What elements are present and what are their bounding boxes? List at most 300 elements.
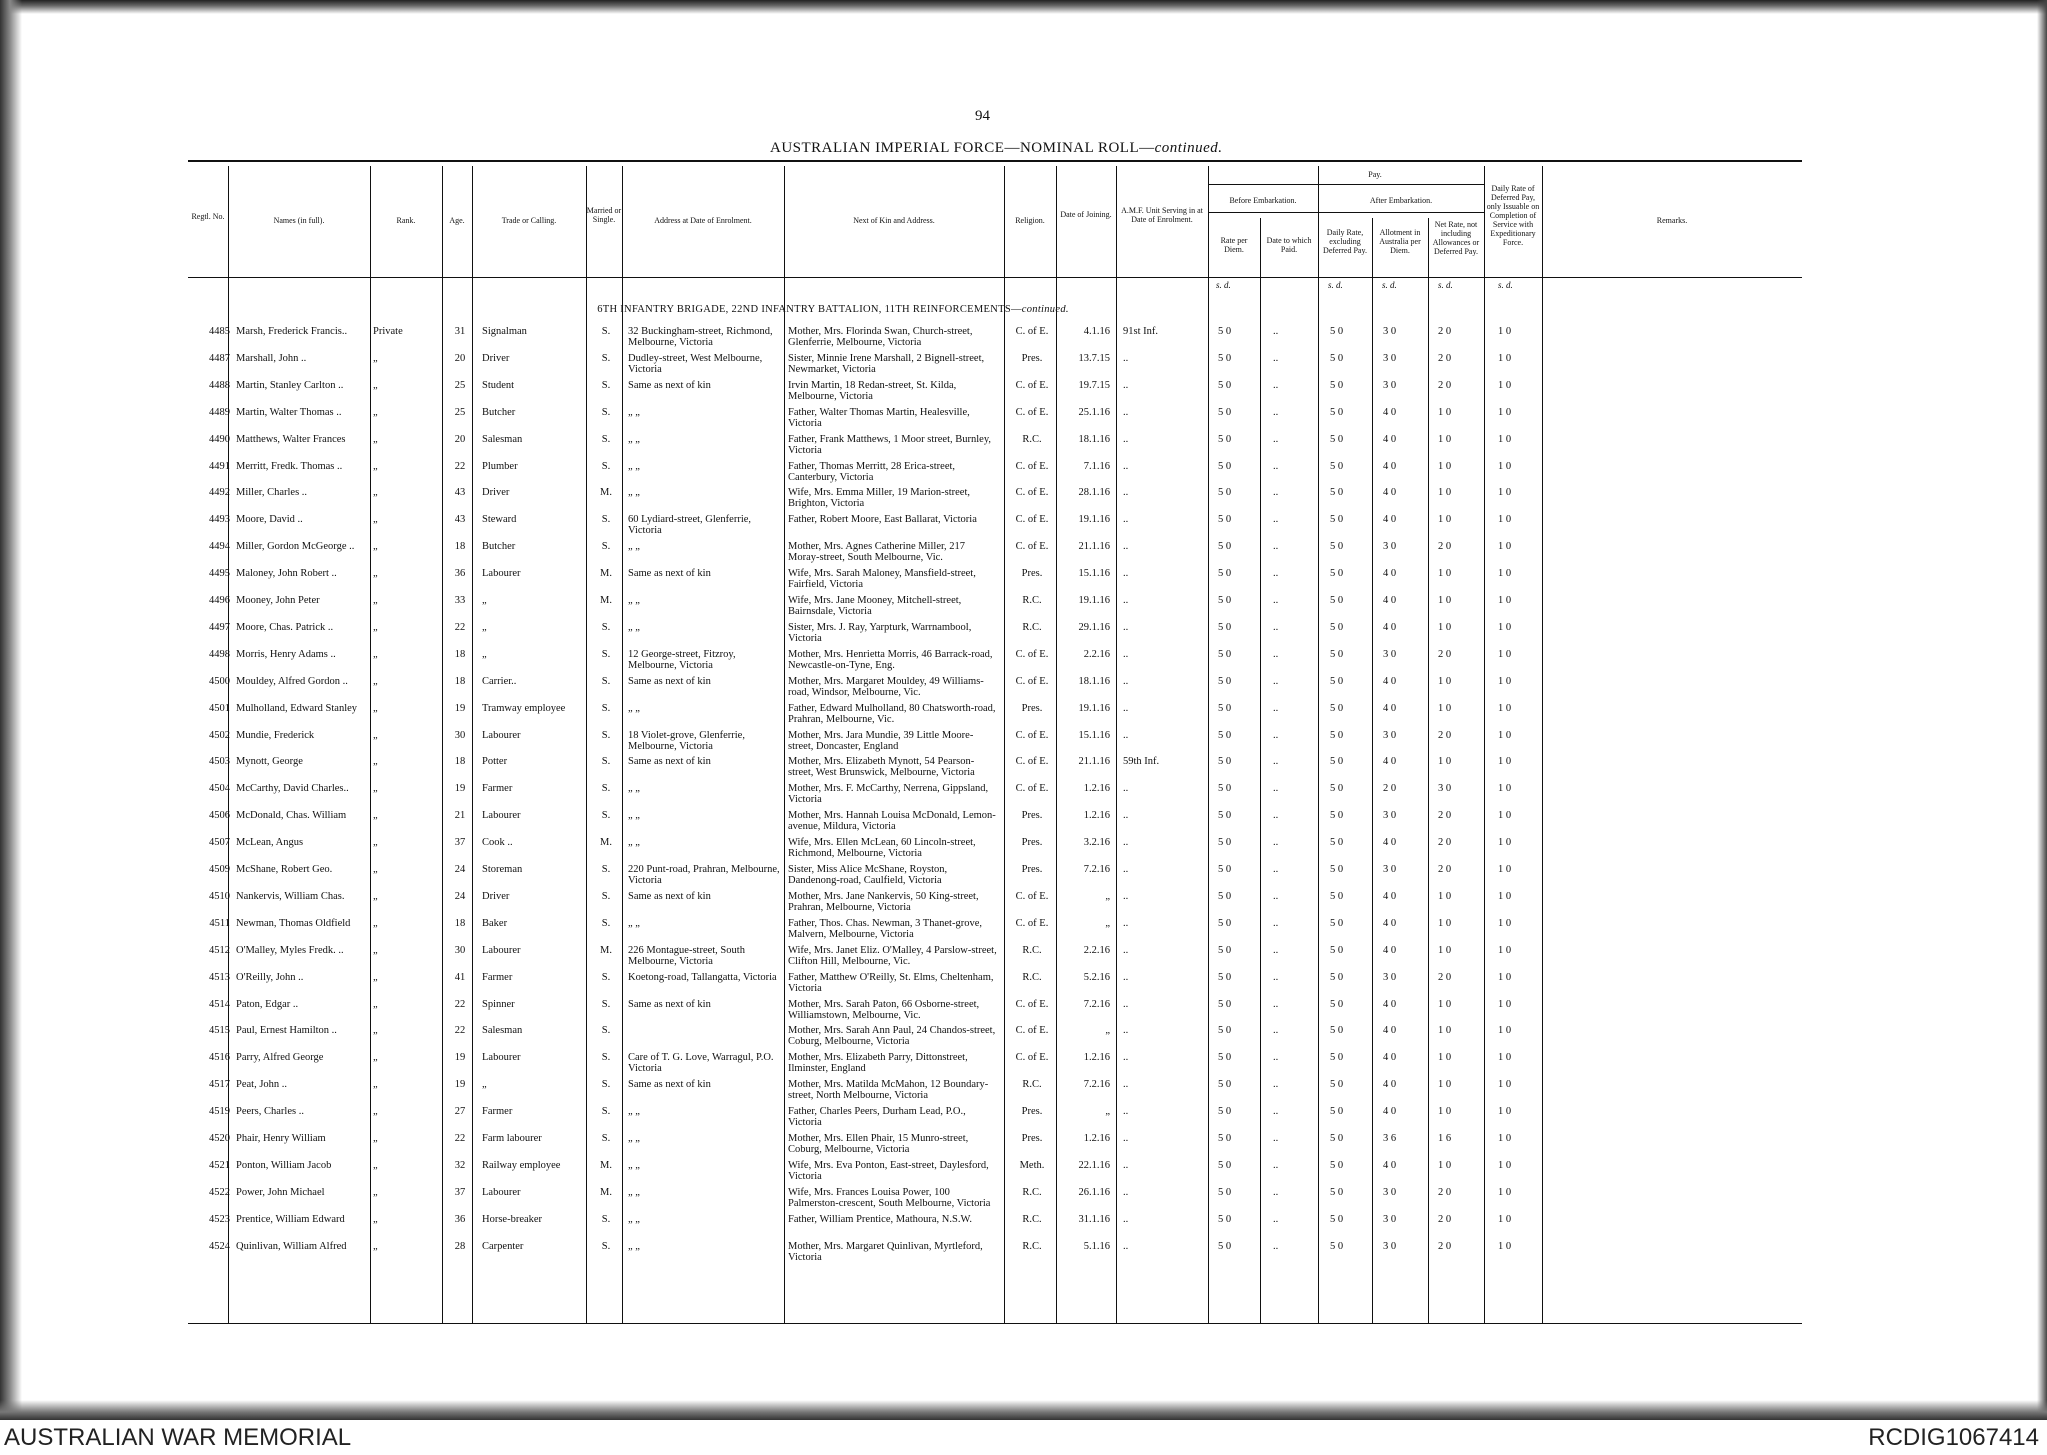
regtl-no-cell: 4506 (209, 810, 230, 822)
age-cell: 31 (454, 326, 466, 337)
trade-cell: Butcher (482, 406, 516, 418)
amf-unit-cell: .. (1123, 1213, 1129, 1225)
daily-rate-cell: 5 0 (1330, 1133, 1344, 1144)
rate-per-diem-cell: 5 0 (1218, 433, 1232, 445)
deferred-pay-cell: 1 0 (1498, 1106, 1512, 1118)
religion-cell: R.C. (1022, 433, 1042, 445)
table-row (188, 783, 1802, 810)
date-of-joining-cell: 29.1.16 (1078, 621, 1110, 633)
deferred-pay-cell: 1 0 (1498, 352, 1512, 364)
date-of-joining-cell: 7.2.16 (1083, 1079, 1110, 1091)
daily-rate-cell: 5 0 (1330, 621, 1344, 633)
net-rate-cell: 2 0 (1438, 729, 1452, 741)
date-paid-cell: .. (1273, 568, 1279, 580)
table-row (188, 326, 1802, 353)
deferred-pay-cell: 1 0 (1498, 433, 1512, 445)
marital-status-cell: S. (601, 1052, 611, 1064)
next-of-kin-cell: Mother, Mrs. Elizabeth Parry, Dittonstreet, Ilminster, England (788, 1052, 968, 1075)
age-cell: 43 (454, 514, 466, 526)
age-cell: 22 (454, 1133, 466, 1144)
trade-cell: Storeman (482, 864, 523, 875)
net-rate-cell: 1 0 (1438, 1079, 1452, 1091)
net-rate-cell: 2 0 (1438, 326, 1452, 337)
next-of-kin-cell: Sister, Mrs. J. Ray, Yarpturk, Warrnambool, Victoria (788, 621, 972, 644)
deferred-pay-cell: 1 0 (1498, 326, 1512, 337)
unit-label: s. d. (1382, 280, 1397, 290)
deferred-pay-cell: 1 0 (1498, 1079, 1512, 1091)
next-of-kin-cell: Mother, Mrs. Elizabeth Mynott, 54 Pearson-street, West Brunswick, Melbourne, Victoria (788, 756, 975, 779)
table-row (188, 676, 1802, 703)
deferred-pay-cell: 1 0 (1498, 1186, 1512, 1198)
rate-per-diem-cell: 5 0 (1218, 648, 1232, 660)
deferred-pay-cell: 1 0 (1498, 568, 1512, 580)
amf-unit-cell: .. (1123, 487, 1129, 499)
enrolment-address-cell: „ „ (628, 621, 640, 633)
next-of-kin-cell: Mother, Mrs. Florinda Swan, Church-street, Glenferrie, Melbourne, Victoria (788, 326, 973, 348)
trade-cell: Steward (482, 514, 517, 526)
header-religion: Religion. (1015, 216, 1045, 225)
date-paid-cell: .. (1273, 890, 1279, 902)
daily-rate-cell: 5 0 (1330, 917, 1344, 929)
header-rank: Rank. (396, 216, 416, 225)
date-of-joining-cell: „ (1105, 1106, 1110, 1118)
daily-rate-cell: 5 0 (1330, 756, 1344, 768)
religion-cell: C. of E. (1015, 998, 1049, 1010)
date-of-joining-cell: 21.1.16 (1078, 756, 1110, 768)
age-cell: 37 (454, 1186, 466, 1198)
section-heading-text: 6TH INFANTRY BRIGADE, 22ND INFANTRY BATTALION, 11TH REINFORCEMENTS— (597, 304, 1022, 315)
soldier-name-cell: Mundie, Frederick (236, 729, 315, 741)
soldier-name-cell: Peers, Charles .. (236, 1106, 304, 1118)
trade-cell: Carpenter (482, 1240, 524, 1252)
amf-unit-cell: .. (1123, 810, 1129, 822)
age-cell: 20 (454, 433, 466, 445)
amf-unit-cell: .. (1123, 917, 1129, 929)
table-row (188, 756, 1802, 783)
regtl-no-cell: 4519 (209, 1106, 230, 1118)
deferred-pay-cell: 1 0 (1498, 675, 1512, 687)
enrolment-address-cell: „ „ (628, 1186, 640, 1198)
regtl-no-cell: 4500 (209, 675, 230, 687)
header-daily-rate: Daily Rate, excluding Deferred Pay. (1323, 228, 1367, 255)
regtl-no-cell: 4495 (209, 568, 230, 580)
rank-cell: „ (373, 433, 378, 445)
amf-unit-cell: .. (1123, 460, 1129, 472)
next-of-kin-cell: Wife, Mrs. Sarah Maloney, Mansfield-street, Fairfield, Victoria (788, 568, 976, 591)
age-cell: 37 (454, 837, 466, 849)
date-paid-cell: .. (1273, 1052, 1279, 1064)
unit-label: s. d. (1438, 280, 1453, 290)
enrolment-address-cell: „ „ (628, 1213, 640, 1225)
daily-rate-cell: 5 0 (1330, 864, 1344, 875)
date-of-joining-cell: 19.1.16 (1078, 702, 1110, 714)
enrolment-address-cell: 18 Violet-grove, Glenferrie, Melbourne, Victoria (628, 729, 745, 752)
table-row (188, 972, 1802, 999)
daily-rate-cell: 5 0 (1330, 595, 1344, 606)
rank-cell: „ (373, 1240, 378, 1252)
date-of-joining-cell: 1.2.16 (1083, 810, 1110, 822)
header-date-paid: Date to which Paid. (1266, 236, 1312, 254)
regtl-no-cell: 4492 (209, 487, 230, 499)
daily-rate-cell: 5 0 (1330, 352, 1344, 364)
soldier-name-cell: Mouldey, Alfred Gordon .. (236, 675, 348, 687)
trade-cell: Labourer (482, 810, 521, 822)
allotment-cell: 4 0 (1383, 595, 1397, 606)
enrolment-address-cell: Same as next of kin (628, 998, 711, 1010)
allotment-cell: 3 0 (1383, 379, 1397, 391)
soldier-name-cell: Moore, Chas. Patrick .. (236, 621, 334, 633)
next-of-kin-cell: Father, Frank Matthews, 1 Moor street, Burnley, Victoria (788, 433, 992, 456)
net-rate-cell: 1 0 (1438, 514, 1452, 526)
daily-rate-cell: 5 0 (1330, 1025, 1344, 1037)
age-cell: 24 (454, 890, 466, 902)
next-of-kin-cell: Mother, Mrs. Margaret Quinlivan, Myrtleford, Victoria (788, 1240, 983, 1263)
rank-cell: Private (373, 326, 403, 337)
trade-cell: Carrier.. (482, 675, 517, 687)
net-rate-cell: 2 0 (1438, 648, 1452, 660)
regtl-no-cell: 4494 (209, 541, 230, 553)
next-of-kin-cell: Wife, Mrs. Jane Mooney, Mitchell-street, Bairnsdale, Victoria (788, 595, 962, 617)
religion-cell: Pres. (1021, 837, 1043, 849)
trade-cell: „ (482, 1079, 487, 1091)
allotment-cell: 3 0 (1383, 326, 1397, 337)
deferred-pay-cell: 1 0 (1498, 1025, 1512, 1037)
enrolment-address-cell: „ „ (628, 541, 640, 553)
amf-unit-cell: .. (1123, 998, 1129, 1010)
date-of-joining-cell: 1.2.16 (1083, 1052, 1110, 1064)
soldier-name-cell: Ponton, William Jacob (236, 1159, 332, 1171)
rate-per-diem-cell: 5 0 (1218, 971, 1232, 983)
next-of-kin-cell: Mother, Mrs. Sarah Ann Paul, 24 Chandos-street, Coburg, Melbourne, Victoria (788, 1025, 996, 1048)
amf-unit-cell: .. (1123, 541, 1129, 553)
date-paid-cell: .. (1273, 756, 1279, 768)
next-of-kin-cell: Wife, Mrs. Frances Louisa Power, 100 Palmerston-crescent, South Melbourne, Victoria (788, 1186, 991, 1209)
religion-cell: C. of E. (1015, 783, 1049, 795)
allotment-cell: 4 0 (1383, 1025, 1397, 1037)
religion-cell: C. of E. (1015, 326, 1049, 337)
rank-cell: „ (373, 1186, 378, 1198)
date-paid-cell: .. (1273, 675, 1279, 687)
regtl-no-cell: 4523 (209, 1213, 230, 1225)
soldier-name-cell: Nankervis, William Chas. (236, 890, 345, 902)
age-cell: 36 (454, 1213, 466, 1225)
enrolment-address-cell: Same as next of kin (628, 379, 711, 391)
scan-edge-top (0, 0, 2047, 14)
religion-cell: R.C. (1022, 944, 1042, 956)
marital-status-cell: M. (600, 487, 612, 499)
next-of-kin-cell: Mother, Mrs. Matilda McMahon, 12 Boundary-street, North Melbourne, Victoria (788, 1079, 989, 1102)
age-cell: 24 (454, 864, 466, 875)
regtl-no-cell: 4498 (209, 648, 230, 660)
rate-per-diem-cell: 5 0 (1218, 595, 1232, 606)
rank-cell: „ (373, 971, 378, 983)
next-of-kin-cell: Wife, Mrs. Ellen McLean, 60 Lincoln-street, Richmond, Melbourne, Victoria (788, 837, 976, 860)
header-net-rate: Net Rate, not including Allowances or Deferred Pay. (1432, 220, 1480, 256)
marital-status-cell: M. (600, 1159, 612, 1171)
date-paid-cell: .. (1273, 1159, 1279, 1171)
unit-label: s. d. (1216, 280, 1231, 290)
religion-cell: Pres. (1021, 810, 1043, 822)
deferred-pay-cell: 1 0 (1498, 702, 1512, 714)
enrolment-address-cell: „ „ (628, 460, 640, 472)
trade-cell: Driver (482, 487, 510, 499)
soldier-name-cell: Phair, Henry William (236, 1133, 326, 1144)
rank-cell: „ (373, 1133, 378, 1144)
regtl-no-cell: 4513 (209, 971, 230, 983)
marital-status-cell: S. (601, 1106, 611, 1118)
trade-cell: Labourer (482, 1052, 521, 1064)
table-rule-header (188, 277, 1802, 278)
deferred-pay-cell: 1 0 (1498, 460, 1512, 472)
religion-cell: Pres. (1021, 864, 1043, 875)
date-of-joining-cell: 2.2.16 (1083, 648, 1110, 660)
date-paid-cell: .. (1273, 1186, 1279, 1198)
net-rate-cell: 2 0 (1438, 1186, 1452, 1198)
table-row (188, 837, 1802, 864)
soldier-name-cell: Marsh, Frederick Francis.. (236, 326, 348, 337)
page-title-suffix: continued. (1154, 140, 1223, 156)
regtl-no-cell: 4512 (209, 944, 230, 956)
table-rule-top (188, 160, 1802, 162)
rank-cell: „ (373, 890, 378, 902)
table-row (188, 407, 1802, 434)
marital-status-cell: S. (601, 1079, 611, 1091)
allotment-cell: 3 0 (1383, 1240, 1397, 1252)
next-of-kin-cell: Sister, Miss Alice McShane, Royston, Dandenong-road, Caulfield, Victoria (788, 864, 948, 886)
amf-unit-cell: .. (1123, 1186, 1129, 1198)
religion-cell: C. of E. (1015, 756, 1049, 768)
soldier-name-cell: Paton, Edgar .. (236, 998, 299, 1010)
religion-cell: C. of E. (1015, 729, 1049, 741)
table-row (188, 1079, 1802, 1106)
religion-cell: Pres. (1021, 702, 1043, 714)
age-cell: 25 (454, 379, 466, 391)
page-number: 94 (975, 108, 990, 124)
trade-cell: Driver (482, 890, 510, 902)
net-rate-cell: 1 0 (1438, 917, 1452, 929)
date-paid-cell: .. (1273, 648, 1279, 660)
allotment-cell: 3 0 (1383, 352, 1397, 364)
rank-cell: „ (373, 837, 378, 849)
enrolment-address-cell: Same as next of kin (628, 890, 711, 902)
rate-per-diem-cell: 5 0 (1218, 1079, 1232, 1091)
scan-edge-bottom (0, 1400, 2047, 1420)
rank-cell: „ (373, 568, 378, 580)
next-of-kin-cell: Father, Thomas Merritt, 28 Erica-street, Canterbury, Victoria (788, 460, 956, 483)
header-amf-unit: A.M.F. Unit Serving in at Date of Enrolment. (1121, 206, 1203, 224)
age-cell: 19 (454, 702, 466, 714)
date-paid-cell: .. (1273, 1213, 1279, 1225)
regtl-no-cell: 4493 (209, 514, 230, 526)
deferred-pay-cell: 1 0 (1498, 998, 1512, 1010)
allotment-cell: 4 0 (1383, 1052, 1397, 1064)
trade-cell: Farm labourer (482, 1133, 542, 1144)
daily-rate-cell: 5 0 (1330, 783, 1344, 795)
enrolment-address-cell: „ „ (628, 1240, 640, 1252)
date-paid-cell: .. (1273, 433, 1279, 445)
rank-cell: „ (373, 595, 378, 606)
age-cell: 36 (454, 568, 466, 580)
marital-status-cell: S. (601, 810, 611, 822)
marital-status-cell: S. (601, 1025, 611, 1037)
nominal-roll-table (188, 160, 1802, 1325)
religion-cell: Pres. (1021, 352, 1043, 364)
table-row (188, 353, 1802, 380)
age-cell: 22 (454, 998, 466, 1010)
rank-cell: „ (373, 756, 378, 768)
allotment-cell: 3 0 (1383, 541, 1397, 553)
rate-per-diem-cell: 5 0 (1218, 998, 1232, 1010)
table-row (188, 891, 1802, 918)
marital-status-cell: S. (601, 621, 611, 633)
next-of-kin-cell: Sister, Minnie Irene Marshall, 2 Bignell-street, Newmarket, Victoria (788, 352, 985, 375)
rank-cell: „ (373, 1052, 378, 1064)
allotment-cell: 4 0 (1383, 568, 1397, 580)
net-rate-cell: 2 0 (1438, 1240, 1452, 1252)
net-rate-cell: 1 6 (1438, 1133, 1452, 1144)
marital-status-cell: M. (600, 944, 612, 956)
enrolment-address-cell: „ „ (628, 837, 640, 849)
rate-per-diem-cell: 5 0 (1218, 810, 1232, 822)
date-of-joining-cell: 5.1.16 (1083, 1240, 1110, 1252)
scan-edge-left (0, 0, 22, 1418)
amf-unit-cell: .. (1123, 514, 1129, 526)
rate-per-diem-cell: 5 0 (1218, 1106, 1232, 1118)
soldier-name-cell: Newman, Thomas Oldfield (236, 917, 351, 929)
regtl-no-cell: 4501 (209, 702, 230, 714)
rank-cell: „ (373, 810, 378, 822)
enrolment-address-cell: 60 Lydiard-street, Glenferrie, Victoria (628, 514, 752, 537)
table-row (188, 810, 1802, 837)
amf-unit-cell: .. (1123, 1079, 1129, 1091)
marital-status-cell: S. (601, 783, 611, 795)
net-rate-cell: 1 0 (1438, 998, 1452, 1010)
amf-unit-cell: .. (1123, 971, 1129, 983)
deferred-pay-cell: 1 0 (1498, 890, 1512, 902)
rank-cell: „ (373, 460, 378, 472)
deferred-pay-cell: 1 0 (1498, 1133, 1512, 1144)
daily-rate-cell: 5 0 (1330, 1213, 1344, 1225)
rate-per-diem-cell: 5 0 (1218, 783, 1232, 795)
allotment-cell: 4 0 (1383, 675, 1397, 687)
date-paid-cell: .. (1273, 352, 1279, 364)
enrolment-address-cell: „ „ (628, 917, 640, 929)
religion-cell: R.C. (1022, 1213, 1042, 1225)
enrolment-address-cell: „ „ (628, 1106, 640, 1118)
enrolment-address-cell: „ „ (628, 433, 640, 445)
next-of-kin-cell: Mother, Mrs. Sarah Paton, 66 Osborne-street, Williamstown, Melbourne, Vic. (788, 998, 980, 1021)
soldier-name-cell: Martin, Walter Thomas .. (236, 406, 342, 418)
amf-unit-cell: .. (1123, 675, 1129, 687)
marital-status-cell: S. (601, 756, 611, 768)
religion-cell: C. of E. (1015, 487, 1049, 499)
soldier-name-cell: Peat, John .. (236, 1079, 288, 1091)
age-cell: 30 (454, 729, 466, 741)
soldier-name-cell: Marshall, John .. (236, 352, 307, 364)
religion-cell: Pres. (1021, 1106, 1043, 1118)
date-paid-cell: .. (1273, 514, 1279, 526)
header-after-embarkation: After Embarkation. (1369, 196, 1433, 205)
regtl-no-cell: 4487 (209, 352, 230, 364)
rank-cell: „ (373, 648, 378, 660)
date-of-joining-cell: 7.1.16 (1083, 460, 1110, 472)
amf-unit-cell: .. (1123, 406, 1129, 418)
next-of-kin-cell: Father, Charles Peers, Durham Lead, P.O., Victoria (788, 1106, 966, 1129)
date-paid-cell: .. (1273, 541, 1279, 553)
rank-cell: „ (373, 729, 378, 741)
unit-label: s. d. (1328, 280, 1343, 290)
trade-cell: Farmer (482, 971, 513, 983)
daily-rate-cell: 5 0 (1330, 406, 1344, 418)
allotment-cell: 3 0 (1383, 648, 1397, 660)
deferred-pay-cell: 1 0 (1498, 810, 1512, 822)
net-rate-cell: 2 0 (1438, 864, 1452, 875)
marital-status-cell: M. (600, 1186, 612, 1198)
religion-cell: C. of E. (1015, 1025, 1049, 1037)
soldier-name-cell: O'Reilly, John .. (236, 971, 304, 983)
allotment-cell: 3 0 (1383, 810, 1397, 822)
soldier-name-cell: Moore, David .. (236, 514, 303, 526)
daily-rate-cell: 5 0 (1330, 326, 1344, 337)
page-title (770, 140, 1223, 157)
enrolment-address-cell: „ „ (628, 1133, 640, 1144)
rank-cell: „ (373, 702, 378, 714)
next-of-kin-cell: Father, Walter Thomas Martin, Healesville, Victoria (788, 406, 970, 429)
section-heading-suffix: continued. (1021, 304, 1069, 315)
header-next-of-kin: Next of Kin and Address. (853, 216, 935, 225)
next-of-kin-cell: Irvin Martin, 18 Redan-street, St. Kilda, Melbourne, Victoria (788, 379, 957, 402)
table-row (188, 1106, 1802, 1133)
daily-rate-cell: 5 0 (1330, 944, 1344, 956)
regtl-no-cell: 4521 (209, 1159, 230, 1171)
marital-status-cell: S. (601, 326, 611, 337)
religion-cell: R.C. (1022, 1186, 1042, 1198)
next-of-kin-cell: Father, Robert Moore, East Ballarat, Victoria (788, 514, 977, 526)
header-rate-per-diem: Rate per Diem. (1220, 236, 1248, 254)
next-of-kin-cell: Mother, Mrs. Margaret Mouldey, 49 Williams-road, Windsor, Melbourne, Vic. (788, 675, 984, 698)
date-of-joining-cell: 19.1.16 (1078, 514, 1110, 526)
enrolment-address-cell: Same as next of kin (628, 1079, 711, 1091)
date-paid-cell: .. (1273, 595, 1279, 606)
deferred-pay-cell: 1 0 (1498, 837, 1512, 849)
enrolment-address-cell: „ „ (628, 1159, 640, 1171)
trade-cell: „ (482, 621, 487, 633)
table-row (188, 703, 1802, 730)
age-cell: 18 (454, 675, 466, 687)
rank-cell: „ (373, 917, 378, 929)
table-row (188, 945, 1802, 972)
marital-status-cell: S. (601, 971, 611, 983)
deferred-pay-cell: 1 0 (1498, 1213, 1512, 1225)
age-cell: 20 (454, 352, 466, 364)
table-row (188, 487, 1802, 514)
table-row (188, 649, 1802, 676)
religion-cell: C. of E. (1015, 541, 1049, 553)
rank-cell: „ (373, 675, 378, 687)
allotment-cell: 4 0 (1383, 998, 1397, 1010)
regtl-no-cell: 4503 (209, 756, 230, 768)
soldier-name-cell: Morris, Henry Adams .. (236, 648, 336, 660)
deferred-pay-cell: 1 0 (1498, 1052, 1512, 1064)
amf-unit-cell: .. (1123, 1052, 1129, 1064)
rank-cell: „ (373, 783, 378, 795)
deferred-pay-cell: 1 0 (1498, 621, 1512, 633)
age-cell: 25 (454, 406, 466, 418)
enrolment-address-cell: 226 Montague-street, South Melbourne, Victoria (628, 944, 745, 967)
religion-cell: R.C. (1022, 971, 1042, 983)
age-cell: 28 (454, 1240, 466, 1252)
amf-unit-cell: .. (1123, 1025, 1129, 1037)
